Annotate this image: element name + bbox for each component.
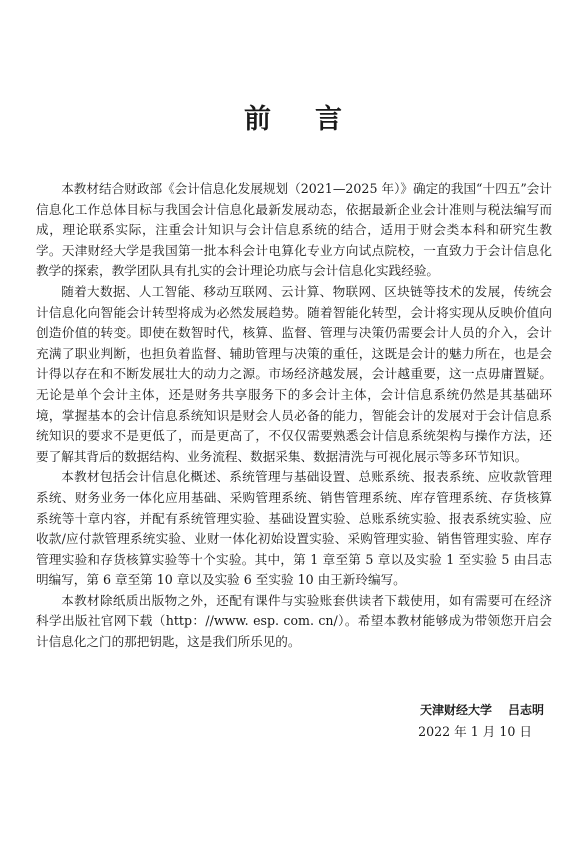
signature-author: 吕志明 <box>507 703 544 717</box>
signature-organization: 天津财经大学 <box>419 703 492 717</box>
paragraph-3: 本教材包括会计信息化概述、系统管理与基础设置、总账系统、报表系统、应收款管理系统、财务业务一体化应用基础、采购管理系统、销售管理系统、库存管理系统、存货核算系统等十章内容，并配有系统管理实验、基础设置实验、总账系统实验、报表系统实验、应收款/应付款管理系统实验、业财一体化初始设置实验、采购管理实验、销售管理实验、库存管理实验和存货核算实验等十个实验。其中，第 1 章至第 5 章以及实验 1 至实验 5 由吕志明编写，第 6 章至第 10 章以及实验 6 至实验 10 由王新玲编写。 <box>36 469 552 588</box>
signature-line <box>418 699 544 721</box>
preface-body <box>36 179 552 653</box>
paragraph-4: 本教材除纸质出版物之外，还配有课件与实验账套供读者下载使用，如有需要可在经济科学出版社官网下载（http：//www. esp. com. cn/）。希望本教材能够成为带领您开启会计信息化之门的那把钥匙，这是我们所乐见的。 <box>36 592 552 650</box>
paragraph-1: 本教材结合财政部《会计信息化发展规划（2021—2025 年）》确定的我国“十四五”会计信息化工作总体目标与我国会计信息化最新发展动态，依据最新企业会计准则与税法编写而成，理论联系实际，注重会计知识与会计信息系统的结合，适用于财会类本科和研究生教学。天津财经大学是我国第一批本科会计电算化专业方向试点院校，一直致力于会计信息化教学的探索，教学团队具有扎实的会计理论功底与会计信息化实践经验。 <box>36 181 552 279</box>
signature-date: 2022 年 1 月 10 日 <box>418 724 532 739</box>
page-title: 前言 <box>244 104 386 135</box>
signature-block <box>418 699 544 742</box>
paragraph-2: 随着大数据、人工智能、移动互联网、云计算、物联网、区块链等技术的发展，传统会计信息化向智能会计转型将成为必然发展趋势。随着智能化转型，会计将实现从反映价值向创造价值的转变。即使在数智时代，核算、监督、管理与决策仍需要会计人员的介入，会计充满了职业判断，也担负着监督、辅助管理与决策的重任，这既是会计的魅力所在，也是会计得以存在和不断发展壮大的动力之源。市场经济越发展，会计越重要，这一点毋庸置疑。无论是单个会计主体，还是财务共享服务下的多会计主体，会计信息系统仍然是其基础环境，掌握基本的会计信息系统知识是财会人员必备的能力，智能会计的发展对于会计信息系统知识的要求不是更低了，而是更高了，不仅仅需要熟悉会计信息系统架构与操作方法，还要了解其背后的数据结构、业务流程、数据采集、数据清洗与可视化展示等多环节知识。 <box>36 283 552 464</box>
